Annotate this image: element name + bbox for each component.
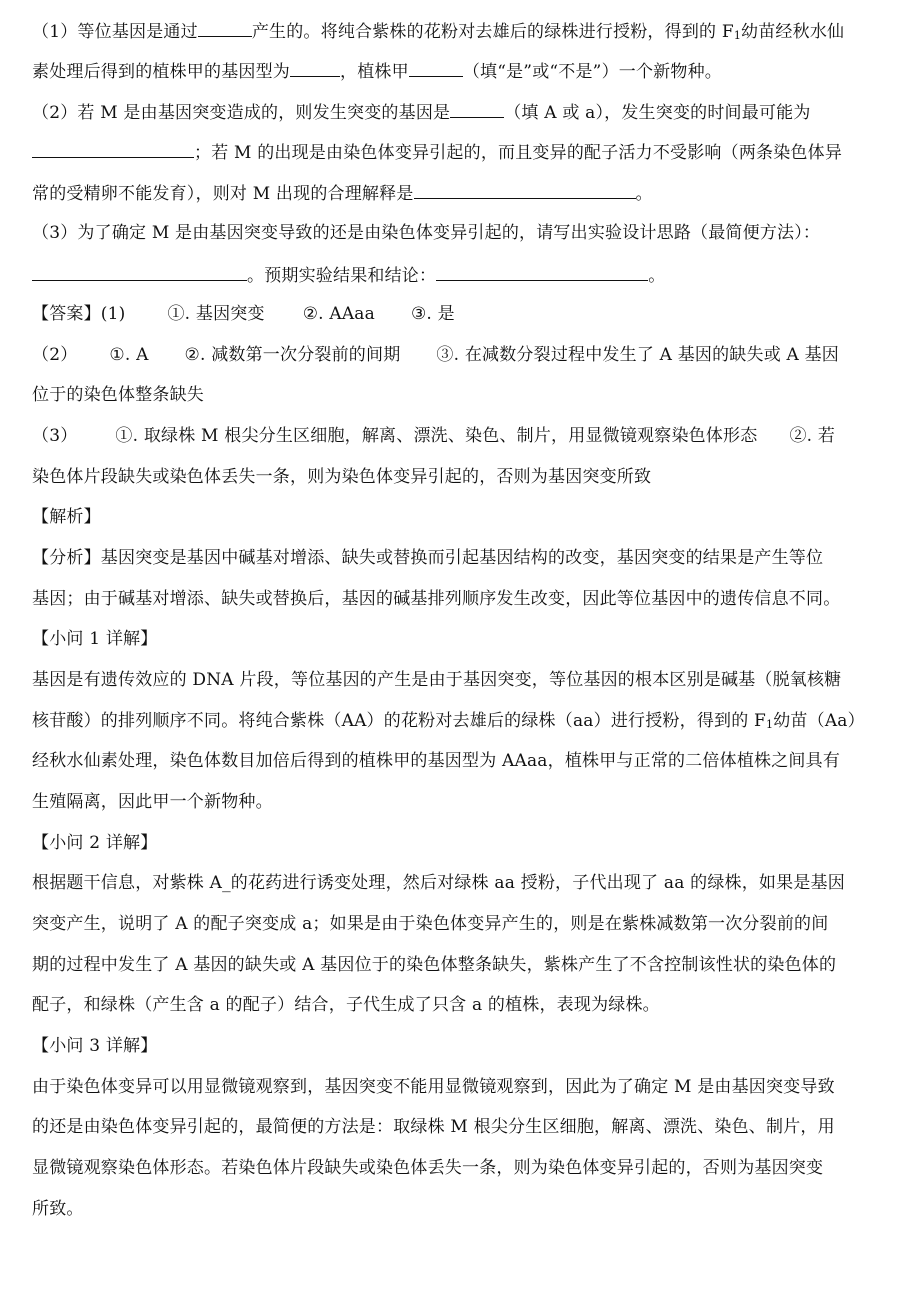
analysis-heading: 【解析】 — [32, 507, 101, 527]
analysis-text: 核苷酸）的排列顺序不同。将纯合紫株（AA）的花粉对去雄后的绿株（aa）进行授粉，得到的 F — [32, 711, 767, 731]
analysis-label — [32, 505, 882, 529]
q1-line-1 — [32, 18, 882, 48]
analysis-text: 显微镜观察染色体形态。若染色体片段缺失或染色体丢失一条，则为染色体变异引起的，否则为基因突变 — [32, 1158, 824, 1178]
q3-line-1 — [32, 221, 882, 245]
answer-blank — [198, 18, 252, 37]
q2-text: （填 A 或 a），发生突变的时间最可能为 — [504, 103, 811, 123]
analysis-line — [32, 1156, 882, 1180]
subscript: 1 — [733, 29, 742, 42]
section-heading: 【小问 2 详解】 — [32, 833, 158, 853]
q2-text: ；若 M 的出现是由染色体变异引起的，而且变异的配子活力不受影响（两条染色体异 — [194, 143, 843, 163]
q3-text: 。 — [648, 266, 666, 286]
q1-text: （填“是”或“不是”）一个新物种。 — [462, 62, 722, 82]
answer-item: ①. A — [109, 345, 149, 365]
analysis-text: 生殖隔离，因此甲一个新物种。 — [32, 792, 273, 812]
analysis-text: 基因；由于碱基对增添、缺失或替换后，基因的碱基排列顺序发生改变，因此等位基因中的遗传信息不同。 — [32, 589, 841, 609]
analysis-text: 突变产生，说明了 A 的配子突变成 a；如果是由于染色体变异产生的，则是在紫株减数第一次分裂前的间 — [32, 914, 829, 934]
answer-blank — [450, 99, 504, 118]
detail-2-title — [32, 831, 882, 855]
analysis-line — [32, 790, 882, 814]
answer-label: 【答案】(1) — [32, 304, 126, 324]
detail-1-title — [32, 627, 882, 651]
analysis-text: 的还是由染色体变异引起的，最简便的方法是：取绿株 M 根尖分生区细胞，解离、漂洗、染色、制片，用 — [32, 1117, 835, 1137]
q3-text: （3）为了确定 M 是由基因突变导致的还是由染色体变异引起的，请写出实验设计思路（最简便方法）： — [32, 223, 821, 243]
analysis-text: 所致。 — [32, 1199, 84, 1219]
analysis-line — [32, 1075, 882, 1099]
q1-text: ，植株甲 — [340, 62, 409, 82]
answer-item: ①. 取绿株 M 根尖分生区细胞，解离、漂洗、染色、制片，用显微镜观察染色体形态 — [115, 426, 758, 446]
q2-line-2 — [32, 139, 882, 165]
q2-text: （2）若 M 是由基因突变造成的，则发生突变的基因是 — [32, 103, 451, 123]
answer-blank — [409, 58, 463, 77]
answer-line-5 — [32, 465, 882, 489]
q3-text: 。预期实验结果和结论： — [247, 266, 437, 286]
q1-text: 产生的。将纯合紫株的花粉对去雄后的绿株进行授粉，得到的 F — [251, 22, 734, 42]
answer-label: （3） — [32, 426, 78, 446]
answer-item: 染色体片段缺失或染色体丢失一条，则为染色体变异引起的，否则为基因突变所致 — [32, 467, 652, 487]
analysis-text: 幼苗（Aa） — [773, 711, 865, 731]
answer-line-4 — [32, 424, 882, 448]
analysis-text: 由于染色体变异可以用显微镜观察到，基因突变不能用显微镜观察到，因此为了确定 M 是由基因突变导致 — [32, 1077, 835, 1097]
answer-blank — [290, 58, 340, 77]
section-heading: 【小问 1 详解】 — [32, 629, 158, 649]
analysis-line — [32, 1197, 882, 1221]
q1-text: 幼苗经秋水仙 — [741, 22, 845, 42]
answer-line-3 — [32, 383, 882, 407]
analysis-text: 根据题干信息，对紫株 A_的花药进行诱变处理，然后对绿株 aa 授粉，子代出现了 aa 的绿株，如果是基因 — [32, 873, 845, 893]
analysis-line — [32, 709, 882, 737]
q2-text: 。 — [635, 184, 653, 204]
analysis-line — [32, 749, 882, 773]
analysis-line — [32, 668, 882, 692]
answer-blank — [436, 262, 648, 281]
analysis-line — [32, 587, 882, 611]
answer-item: ③. 是 — [410, 304, 455, 324]
q1-text: （1）等位基因是通过 — [32, 22, 198, 42]
answer-item: 位于的染色体整条缺失 — [32, 385, 204, 405]
answer-item: ②. 若 — [789, 426, 836, 446]
analysis-line — [32, 871, 882, 895]
analysis-line — [32, 953, 882, 977]
detail-3-title — [32, 1034, 882, 1058]
analysis-text: 【分析】基因突变是基因中碱基对增添、缺失或替换而引起基因结构的改变，基因突变的结果是产生等位 — [32, 548, 824, 568]
answer-item: ①. 基因突变 — [167, 304, 265, 324]
analysis-text: 期的过程中发生了 A 基因的缺失或 A 基因位于的染色体整条缺失，紫株产生了不含控制该性状的染色体的 — [32, 955, 837, 975]
q2-line-1 — [32, 99, 882, 125]
analysis-text: 基因是有遗传效应的 DNA 片段，等位基因的产生是由于基因突变，等位基因的根本区别是碱基（脱氧核糖 — [32, 670, 842, 690]
answer-item: ③. 在减数分裂过程中发生了 A 基因的缺失或 A 基因 — [436, 345, 839, 365]
analysis-text: 经秋水仙素处理，染色体数目加倍后得到的植株甲的基因型为 AAaa，植株甲与正常的二倍体植株之间具有 — [32, 751, 841, 771]
answer-item: ②. 减数第一次分裂前的间期 — [184, 345, 401, 365]
analysis-line — [32, 912, 882, 936]
answer-label: （2） — [32, 345, 78, 365]
answer-line-1 — [32, 302, 882, 326]
section-heading: 【小问 3 详解】 — [32, 1036, 158, 1056]
analysis-line — [32, 1115, 882, 1139]
answer-blank — [414, 180, 636, 199]
analysis-line — [32, 546, 882, 570]
analysis-text: 配子，和绿株（产生含 a 的配子）结合，子代生成了只含 a 的植株，表现为绿株。 — [32, 995, 660, 1015]
q1-line-2 — [32, 58, 882, 84]
answer-line-2 — [32, 343, 882, 367]
subscript: 1 — [766, 718, 774, 731]
q2-text: 常的受精卵不能发育），则对 M 出现的合理解释是 — [32, 184, 414, 204]
q2-line-3 — [32, 180, 882, 206]
q1-text: 素处理后得到的植株甲的基因型为 — [32, 62, 290, 82]
q3-line-2 — [32, 262, 882, 288]
answer-item: ②. AAaa — [302, 304, 375, 324]
answer-blank — [32, 139, 194, 158]
analysis-line — [32, 993, 882, 1017]
answer-blank — [32, 262, 247, 281]
